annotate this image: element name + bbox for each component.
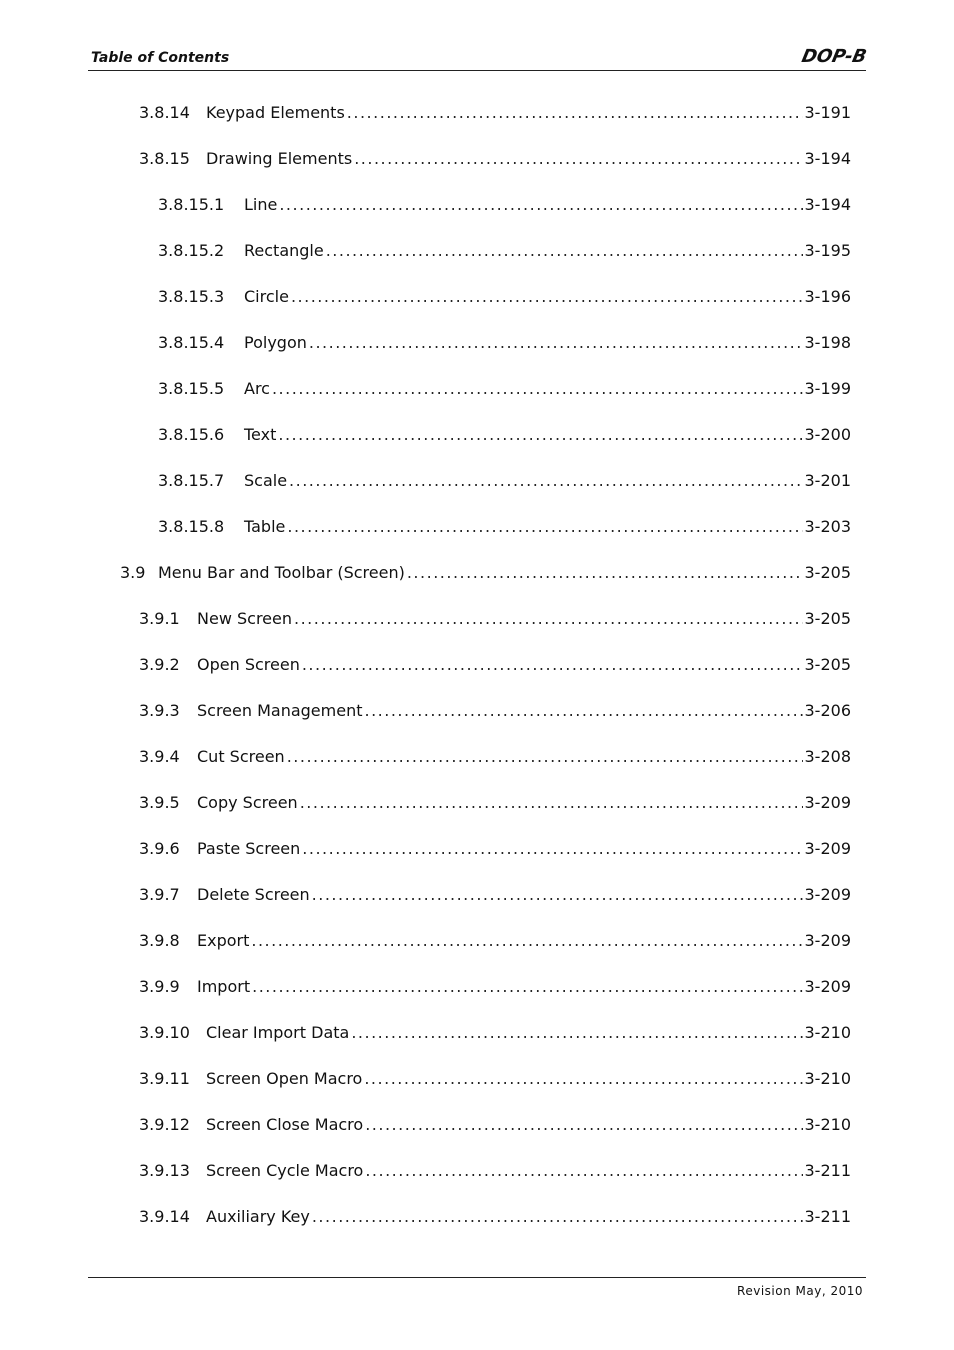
toc-entry-title: Cut Screen [197, 747, 285, 766]
toc-leader-dots [365, 701, 803, 720]
toc-leader-dots [351, 1023, 802, 1042]
page-footer [88, 1277, 866, 1298]
toc-leader-dots [354, 149, 802, 168]
page-header [88, 44, 869, 71]
toc-entry-title: Screen Close Macro [206, 1115, 364, 1134]
toc-leader-dots [365, 1115, 802, 1134]
toc-entry-title: Delete Screen [197, 885, 310, 904]
toc-entry-title: Screen Open Macro [206, 1069, 363, 1088]
toc-leader-dots [407, 563, 803, 582]
toc-entry-page: 3-198 [804, 333, 851, 352]
toc-entry-number: 3.8.15.2 [158, 241, 225, 260]
toc-entry[interactable] [139, 747, 851, 769]
toc-entry-number: 3.9.5 [139, 793, 180, 812]
toc-entry-title: Rectangle [244, 241, 324, 260]
toc-entry-title: Line [244, 195, 278, 214]
toc-entry[interactable] [139, 149, 851, 171]
toc-entry-number: 3.9.6 [139, 839, 180, 858]
toc-leader-dots [289, 471, 802, 490]
toc-leader-dots [251, 931, 802, 950]
toc-entry[interactable] [158, 195, 851, 217]
toc-entry-number: 3.9.7 [139, 885, 180, 904]
toc-leader-dots [312, 1207, 803, 1226]
toc-entry-page: 3-210 [804, 1069, 851, 1088]
toc-entry-number: 3.8.15.3 [158, 287, 225, 306]
logo-text: DOP-B [799, 46, 869, 67]
toc-leader-dots [279, 195, 802, 214]
toc-entry-title: Paste Screen [197, 839, 301, 858]
toc-entry-number: 3.9.8 [139, 931, 180, 950]
toc-entry-title: New Screen [197, 609, 292, 628]
toc-entry-title: Circle [244, 287, 289, 306]
toc-leader-dots [312, 885, 803, 904]
toc-entry-number: 3.8.15.7 [158, 471, 225, 490]
toc-entry[interactable] [158, 425, 851, 447]
toc-entry-title: Screen Management [197, 701, 363, 720]
toc-entry[interactable] [139, 1069, 851, 1091]
toc-entry-page: 3-209 [804, 931, 851, 950]
toc-entry-title: Auxiliary Key [206, 1207, 310, 1226]
toc-entry-number: 3.8.15.8 [158, 517, 225, 536]
toc-entry-page: 3-201 [804, 471, 851, 490]
toc-leader-dots [365, 1161, 802, 1180]
toc-entry-number: 3.9.12 [139, 1115, 190, 1134]
toc-entry-title: Export [197, 931, 250, 950]
toc-leader-dots [300, 793, 803, 812]
toc-entry[interactable] [139, 1115, 851, 1137]
toc-entry-number: 3.9.1 [139, 609, 180, 628]
toc-entry[interactable] [158, 241, 851, 263]
toc-entry[interactable] [139, 1207, 851, 1229]
toc-entry-title: Copy Screen [197, 793, 298, 812]
toc-entry[interactable] [158, 287, 851, 309]
toc-entry-number: 3.9.3 [139, 701, 180, 720]
toc-entry-page: 3-200 [804, 425, 851, 444]
toc-entry-page: 3-206 [804, 701, 851, 720]
toc-entry-title: Table [244, 517, 286, 536]
toc-entry-title: Arc [244, 379, 270, 398]
toc-entry-number: 3.9 [120, 563, 146, 582]
toc-leader-dots [364, 1069, 802, 1088]
toc-entry-page: 3-205 [804, 563, 851, 582]
toc-entry-number: 3.9.2 [139, 655, 180, 674]
revision-note: Revision May, 2010 [737, 1284, 863, 1298]
toc-entry[interactable] [139, 609, 851, 631]
toc-entry-number: 3.8.15.5 [158, 379, 225, 398]
toc-entry[interactable] [120, 563, 851, 585]
toc-entry-number: 3.8.14 [139, 103, 190, 122]
toc-entry-page: 3-209 [804, 839, 851, 858]
toc-entry[interactable] [158, 471, 851, 493]
toc-entry-title: Drawing Elements [206, 149, 353, 168]
toc-entry-number: 3.8.15.4 [158, 333, 225, 352]
toc-entry-title: Scale [244, 471, 288, 490]
toc-entry-title: Text [244, 425, 277, 444]
toc-leader-dots [287, 517, 802, 536]
toc-entry-page: 3-196 [804, 287, 851, 306]
toc-entry-title: Import [197, 977, 251, 996]
toc-entry-page: 3-203 [804, 517, 851, 536]
toc-entry[interactable] [158, 333, 851, 355]
toc-entry-number: 3.9.9 [139, 977, 180, 996]
toc-leader-dots [309, 333, 803, 352]
toc-entry-page: 3-211 [804, 1207, 851, 1226]
toc-entry-page: 3-210 [804, 1115, 851, 1134]
toc-entry[interactable] [139, 701, 851, 723]
toc-entry-page: 3-211 [804, 1161, 851, 1180]
toc-entry-title: Keypad Elements [206, 103, 345, 122]
toc-entry-number: 3.8.15.1 [158, 195, 225, 214]
toc-entry-page: 3-205 [804, 655, 851, 674]
toc-leader-dots [278, 425, 802, 444]
toc-entry-page: 3-208 [804, 747, 851, 766]
brand-logo [782, 46, 869, 68]
toc-entry-page: 3-199 [804, 379, 851, 398]
toc-entry-title: Open Screen [197, 655, 300, 674]
toc-entry-number: 3.9.4 [139, 747, 180, 766]
toc-entry-number: 3.8.15 [139, 149, 190, 168]
toc-entry-number: 3.9.13 [139, 1161, 190, 1180]
toc-entry-title: Clear Import Data [206, 1023, 350, 1042]
toc-entry-page: 3-210 [804, 1023, 851, 1042]
toc-entry-page: 3-195 [804, 241, 851, 260]
toc-entry-number: 3.8.15.6 [158, 425, 225, 444]
toc-leader-dots [272, 379, 803, 398]
toc-leader-dots [252, 977, 802, 996]
toc-entry[interactable] [158, 517, 851, 539]
toc-entry-title: Screen Cycle Macro [206, 1161, 364, 1180]
toc-leader-dots [302, 655, 803, 674]
toc-entry-page: 3-205 [804, 609, 851, 628]
toc-leader-dots [347, 103, 803, 122]
toc-entry-page: 3-209 [804, 793, 851, 812]
toc-entry[interactable] [139, 103, 851, 125]
toc-leader-dots [294, 609, 803, 628]
toc-leader-dots [302, 839, 802, 858]
toc-entry-page: 3-209 [804, 977, 851, 996]
toc-entry[interactable] [139, 1023, 851, 1045]
toc-entry[interactable] [139, 655, 851, 677]
toc-entry[interactable] [139, 793, 851, 815]
toc-entry[interactable] [139, 1161, 851, 1183]
toc-entry[interactable] [139, 931, 851, 953]
header-title: Table of Contents [91, 50, 230, 66]
toc-entry-number: 3.9.14 [139, 1207, 190, 1226]
toc-entry[interactable] [139, 977, 851, 999]
toc-entry-page: 3-194 [804, 149, 851, 168]
toc-leader-dots [287, 747, 803, 766]
toc-entry[interactable] [139, 839, 851, 861]
toc-entry[interactable] [158, 379, 851, 401]
toc-leader-dots [291, 287, 803, 306]
toc-entry[interactable] [139, 885, 851, 907]
toc-entry-page: 3-209 [804, 885, 851, 904]
toc-entry-title: Polygon [244, 333, 307, 352]
toc-entry-page: 3-191 [804, 103, 851, 122]
toc-entry-number: 3.9.10 [139, 1023, 190, 1042]
toc-entry-number: 3.9.11 [139, 1069, 190, 1088]
toc-entry-page: 3-194 [804, 195, 851, 214]
toc-leader-dots [326, 241, 803, 260]
toc-entry-title: Menu Bar and Toolbar (Screen) [158, 563, 405, 582]
